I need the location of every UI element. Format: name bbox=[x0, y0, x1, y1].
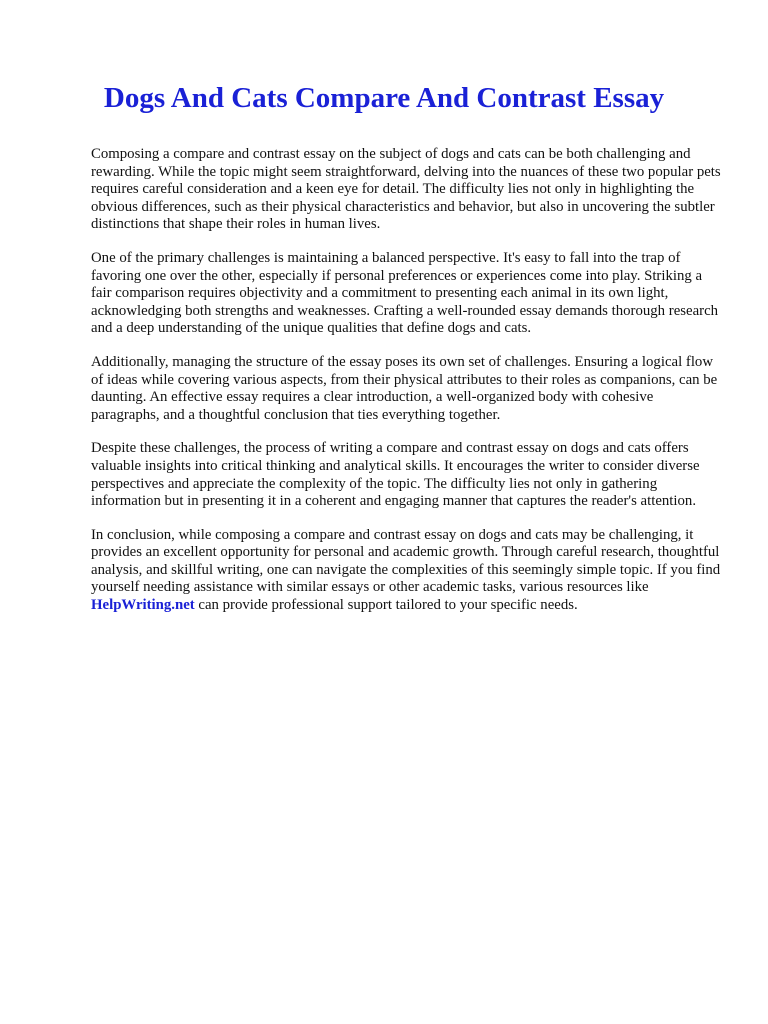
paragraph-conclusion bbox=[91, 527, 723, 615]
conclusion-text-start: In conclusion, while composing a compare and contrast essay on dogs and cats may be challenging, it provides an excellent opportunity for personal and academic growth. Through careful research, thoughtful analysis, and skillful writing, one can navigate the complexities of this seemingly simple topic. If you find yourself needing assistance with similar essays or other academic tasks, various resources like bbox=[91, 526, 721, 596]
paragraph-intro: Composing a compare and contrast essay on the subject of dogs and cats can be both challenging and rewarding. While the topic might seem straightforward, delving into the nuances of these two popular pets requires careful consideration and a keen eye for detail. The difficulty lies not only in highlighting the obvious differences, such as their physical characteristics and behavior, but also in uncovering the subtler distinctions that shape their roles in human lives. bbox=[91, 146, 721, 233]
helpwriting-link[interactable]: HelpWriting.net bbox=[91, 597, 195, 614]
paragraph-balance: One of the primary challenges is maintaining a balanced perspective. It's easy to fall into the trap of favoring one over the other, especially if personal preferences or experiences come into play. Striking a fair comparison requires objectivity and a commitment to presenting each animal in its own light, acknowledging both strengths and weaknesses. Crafting a well-rounded essay demands thorough research and a deep understanding of the unique qualities that define dogs and cats. bbox=[91, 249, 719, 337]
paragraph-structure: Additionally, managing the structure of the essay poses its own set of challenges. Ensuring a logical flow of ideas while covering various aspects, from their physical attributes to their roles as companions, can be daunting. An effective essay requires a clear introduction, a well-organized body with cohesive paragraphs, and a thoughtful conclusion that ties everything together. bbox=[91, 353, 718, 423]
paragraph-insights: Despite these challenges, the process of writing a compare and contrast essay on dogs and cats offers valuable insights into critical thinking and analytical skills. It encourages the writer to consider diverse perspectives and appreciate the complexity of the topic. The difficulty lies not only in gathering information but in presenting it in a coherent and engaging manner that captures the reader's attention. bbox=[91, 440, 700, 510]
essay-body bbox=[91, 146, 723, 631]
conclusion-text-end: can provide professional support tailored to your specific needs. bbox=[194, 597, 578, 614]
page-title: Dogs And Cats Compare And Contrast Essay bbox=[103, 82, 665, 114]
